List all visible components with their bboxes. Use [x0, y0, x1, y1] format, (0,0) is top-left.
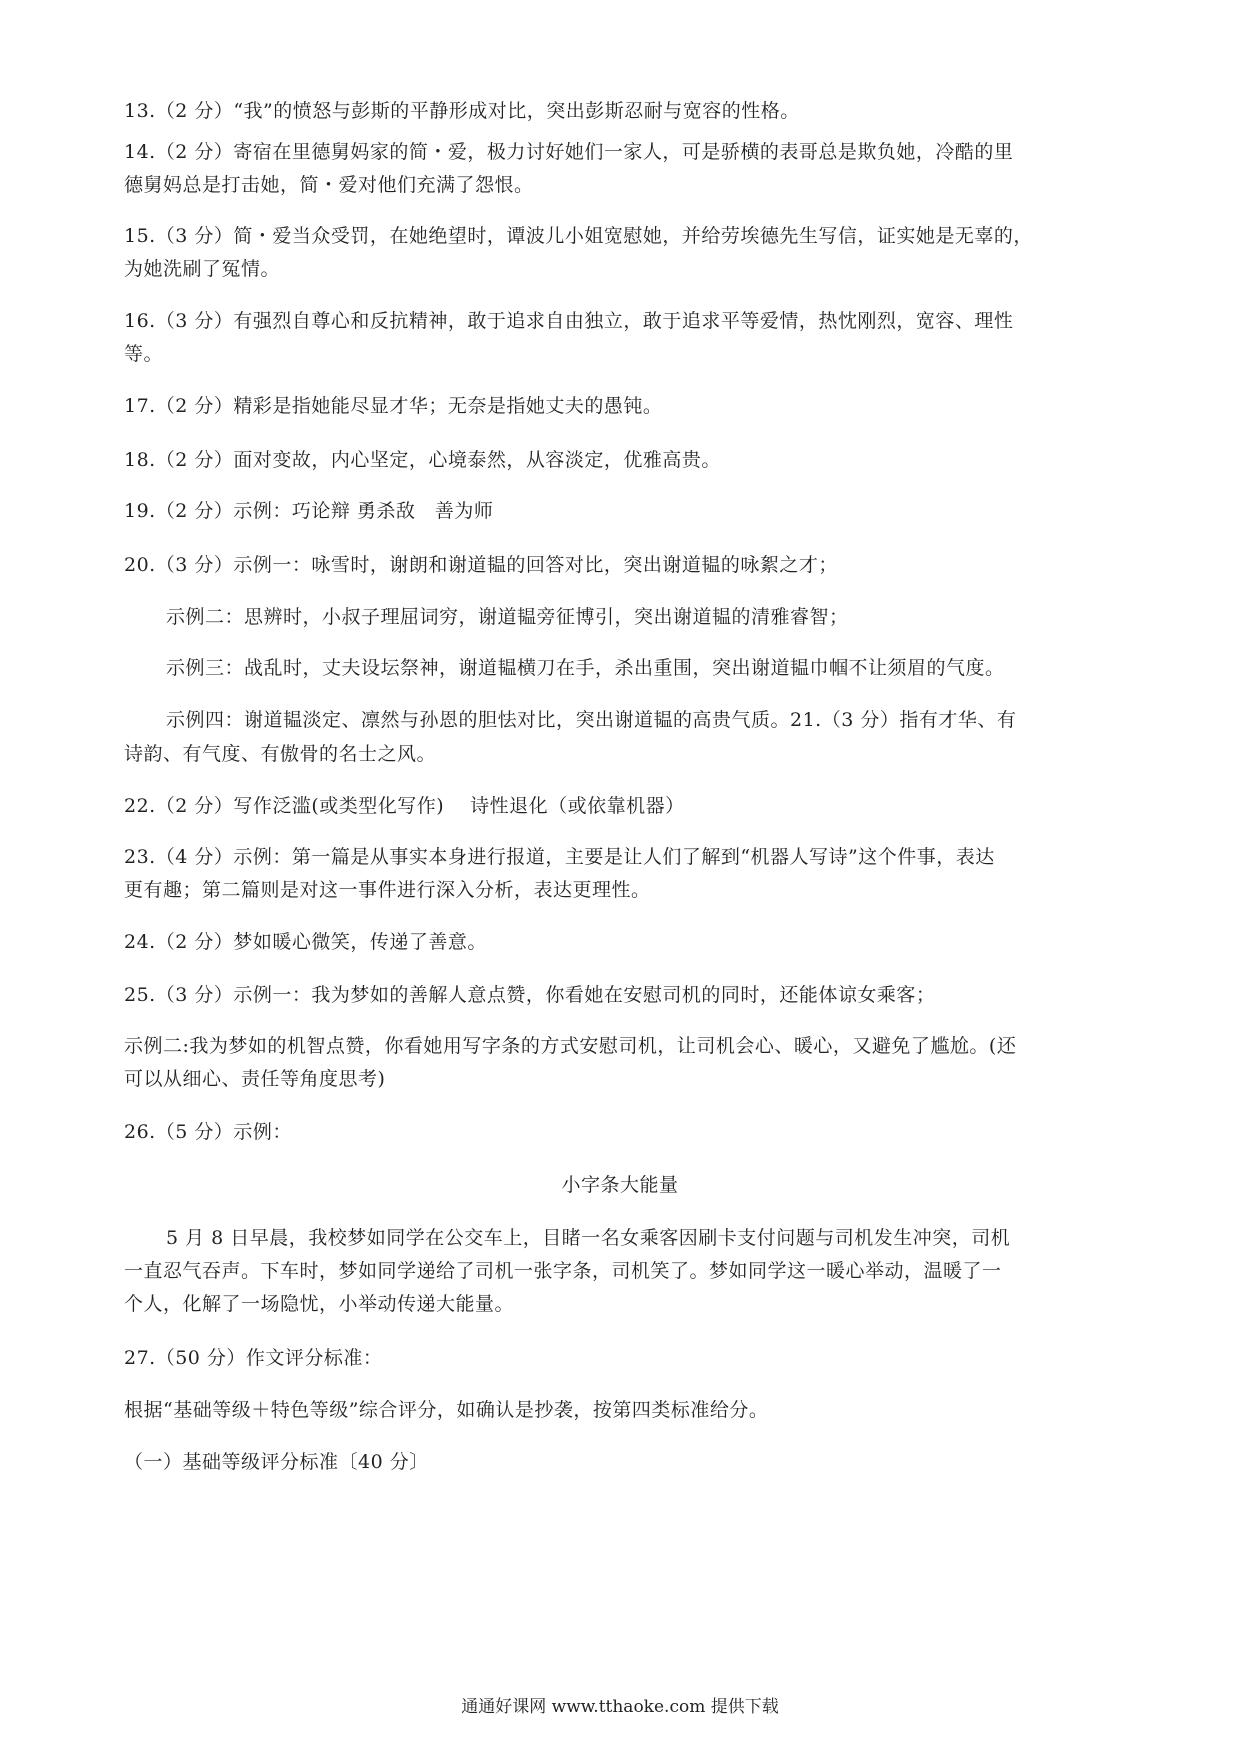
answer-22-part-b: 诗性退化（或依靠机器）: [470, 795, 685, 817]
answer-17: 17.（2 分）精彩是指她能尽显才华；无奈是指她丈夫的愚钝。: [124, 395, 663, 417]
answer-21-line-2: 诗韵、有气度、有傲骨的名士之风。: [124, 743, 437, 765]
answer-14-line-2: 德舅妈总是打击她，简・爱对他们充满了怨恨。: [124, 174, 534, 196]
answer-25-example-2-line-2: 可以从细心、责任等角度思考): [124, 1068, 386, 1090]
answer-16-line-1: 16.（3 分）有强烈自尊心和反抗精神，敢于追求自由独立，敢于追求平等爱情，热忱刚烈，宽容、理性: [124, 310, 1014, 332]
answer-27: 27.（50 分）作文评分标准：: [124, 1347, 383, 1369]
answer-25-example-2-line-1: 示例二:我为梦如的机智点赞，你看她用写字条的方式安慰司机，让司机会心、暖心，又避免了尴尬。(还: [124, 1035, 1017, 1057]
answer-26: 26.（5 分）示例：: [124, 1121, 292, 1143]
answer-16-line-2: 等。: [124, 343, 164, 365]
answer-20-example-2: 示例二：思辨时，小叔子理屈词穷，谢道韫旁征博引，突出谢道韫的清雅睿智；: [166, 606, 849, 628]
answer-26-title: 小字条大能量: [561, 1174, 679, 1196]
answer-20-example-3: 示例三：战乱时，丈夫设坛祭神，谢道韫横刀在手，杀出重围，突出谢道韫巾帼不让须眉的气度。: [166, 657, 1005, 679]
answer-20-example-4: 示例四：谢道韫淡定、凛然与孙恩的胆怯对比，突出谢道韫的高贵气质。21.（3 分）指有才华、有: [166, 709, 1017, 731]
answer-22: [124, 787, 1122, 825]
answer-13: 13.（2 分）“我”的愤怒与彭斯的平静形成对比，突出彭斯忍耐与宽容的性格。: [124, 100, 800, 122]
answer-19: 19.（2 分）示例：巧论辩 勇杀敌 善为师: [124, 500, 494, 522]
answer-15-line-2: 为她洗刷了冤情。: [124, 258, 281, 280]
answer-23-line-1: 23.（4 分）示例：第一篇是从事实本身进行报道，主要是让人们了解到“机器人写诗”这个件事，表达: [124, 846, 995, 868]
answer-27-basic-level-heading: （一）基础等级评分标准〔40 分〕: [124, 1451, 429, 1473]
answer-14-line-1: 14.（2 分）寄宿在里德舅妈家的简・爱，极力讨好她们一家人，可是骄横的表哥总是欺负她，冷酷的里: [124, 141, 1014, 163]
answer-23-line-2: 更有趣；第二篇则是对这一事件进行深入分析，表达更理性。: [124, 879, 651, 901]
answer-15-line-1: 15.（3 分）简・爱当众受罚，在她绝望时，谭波儿小姐宽慰她，并给劳埃德先生写信，证实她是无辜的，: [124, 225, 1033, 247]
answer-27-scoring-basis: 根据“基础等级＋特色等级”综合评分，如确认是抄袭，按第四类标准给分。: [124, 1399, 769, 1421]
answer-18: 18.（2 分）面对变故，内心坚定，心境泰然，从容淡定，优雅高贵。: [124, 449, 721, 471]
answer-24: 24.（2 分）梦如暖心微笑，传递了善意。: [124, 931, 487, 953]
answer-22-part-a: 22.（2 分）写作泛滥(或类型化写作): [124, 795, 445, 817]
page-footer: 通通好课网 www.tthaoke.com 提供下载: [461, 1697, 779, 1717]
answer-26-body-line-2: 一直忍气吞声。下车时，梦如同学递给了司机一张字条，司机笑了。梦如同学这一暖心举动，温暖了一: [124, 1260, 1002, 1282]
answer-20: 20.（3 分）示例一：咏雪时，谢朗和谢道韫的回答对比，突出谢道韫的咏絮之才；: [124, 554, 838, 576]
answer-26-body-line-1: 5 月 8 日早晨，我校梦如同学在公交车上，目睹一名女乘客因刷卡支付问题与司机发生冲突，司机: [166, 1227, 1011, 1249]
answer-25: 25.（3 分）示例一：我为梦如的善解人意点赞，你看她在安慰司机的同时，还能体谅女乘客；: [124, 984, 936, 1006]
answer-26-body-line-3: 个人，化解了一场隐忧，小举动传递大能量。: [124, 1293, 515, 1315]
